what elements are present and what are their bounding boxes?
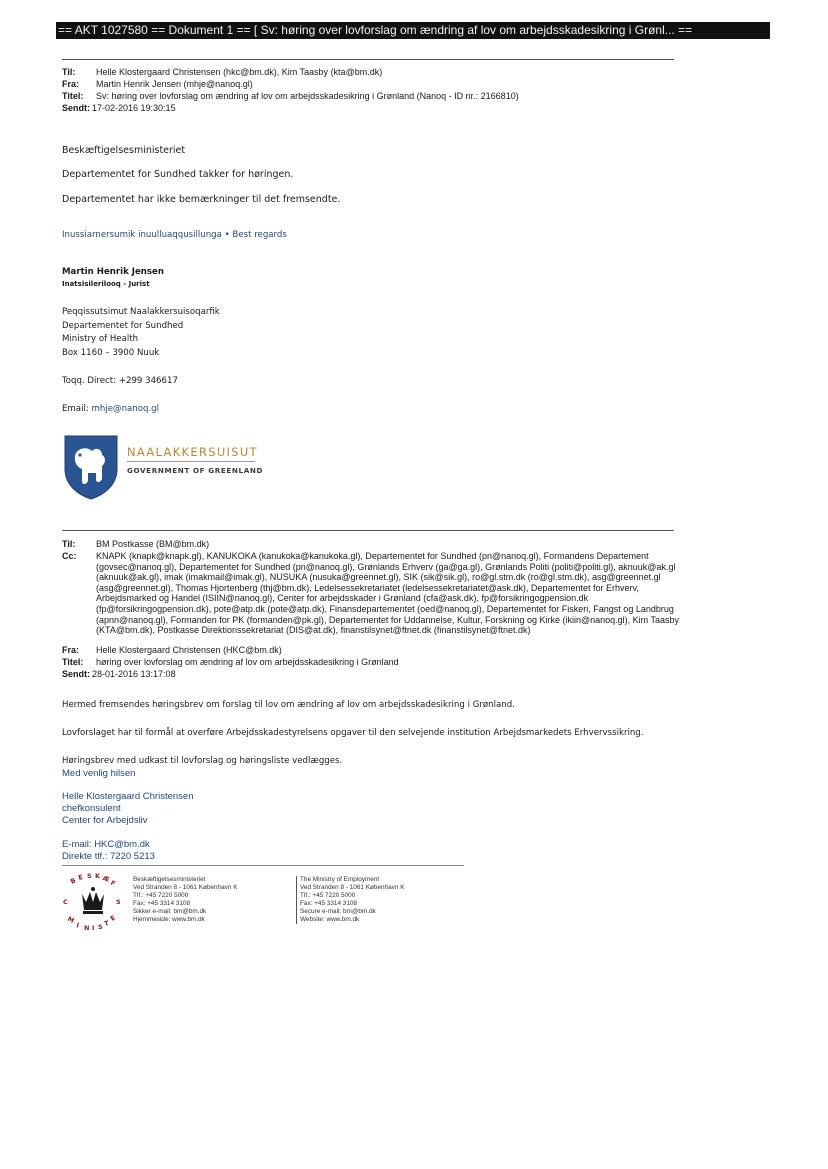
- svg-text:I: I: [75, 921, 80, 930]
- sent-value: 28-01-2016 13:17:08: [92, 669, 176, 679]
- svg-text:C: C: [63, 898, 68, 906]
- cc-line: KNAPK (knapk@knapk.gl), KANUKOKA (kanukoka@kanukoka.gl), Departementet for Sundhed (pn@nanoq.gl), Formandens Departement: [96, 551, 649, 561]
- svg-text:B: B: [69, 876, 78, 886]
- logo-title: NAALAKKERSUISUT: [127, 445, 258, 459]
- body-paragraph: Hermed fremsendes høringsbrev om forslag til lov om ændring af lov om arbejdsskadesikring i Grønland.: [62, 700, 515, 710]
- cc-label: Cc:: [62, 551, 77, 561]
- email1-to-row: [62, 67, 382, 78]
- footer-line: Ved Stranden 8 - 1061 København K: [133, 884, 238, 891]
- svg-text:N: N: [84, 924, 90, 932]
- title-label: Titel:: [62, 91, 84, 101]
- svg-text:Æ: Æ: [101, 874, 111, 884]
- email1-sent-row: [62, 103, 176, 114]
- footer-line: Website: www.bm.dk: [300, 916, 360, 923]
- svg-text:S: S: [87, 872, 92, 880]
- ministry-seal-logo: [58, 872, 128, 939]
- no-remarks-line: Departementet har ikke bemærkninger til det fremsendte.: [62, 194, 341, 205]
- logo-subtitle: GOVERNMENT OF GREENLAND: [127, 466, 264, 475]
- divider: [62, 865, 464, 866]
- svg-text:S: S: [98, 923, 103, 931]
- signature-org1: Peqqissutsimut Naalakkersuisoqarfik: [62, 307, 220, 317]
- footer-line: The Ministry of Employment: [300, 876, 380, 883]
- svg-text:T: T: [103, 919, 110, 928]
- email-link[interactable]: mhje@nanoq.gl: [91, 404, 160, 414]
- footer-line: Fax: +45 3314 3108: [300, 900, 358, 907]
- sent-label: Sendt:: [62, 669, 90, 679]
- cc-line: (KTA@bm.dk), Postkasse Direktionssekretariat (DIS@at.dk), finanstilsynet@ftnet.dk (finanstilsynet@ftnet.dk): [96, 625, 531, 636]
- email2-to-row: [62, 539, 209, 550]
- signature-org2: Departementet for Sundhed: [62, 321, 184, 331]
- to-label: Til:: [62, 539, 76, 549]
- footer-line: Hjemmeside: www.bm.dk: [133, 916, 205, 923]
- email2-from-row: [62, 645, 282, 656]
- cc-line: (govsec@nanoq.gl), Departementet for Sundhed (pn@nanoq.gl), Grønlands Erhverv (ga@ga.gl), Grønlands Politi (politi@politi.gl), aknuuk@ak.gl: [96, 561, 676, 572]
- footer-line: Tlf.: +45 7220 5000: [300, 892, 356, 899]
- signature-phone: Toqq. Direct: +299 346617: [62, 376, 178, 386]
- footer-line: Fax: +45 3314 3108: [133, 900, 191, 907]
- footer-line: Sikker e-mail: bm@bm.dk: [133, 908, 207, 915]
- cc-line: Arbejdsmarked og Handel (ISIIN@nanoq.gl), Center for arbejdsskader i Grønland (cfa@ask.dk), fp@forsikringogpension.dk: [96, 593, 589, 604]
- from-value: Martin Henrik Jensen (mhje@nanoq.gl): [96, 79, 253, 89]
- email1-title-row: [62, 91, 519, 102]
- title-value: Sv: høring over lovforslag om ændring af lov om arbejdsskadesikring i Grønland (Nanoq - ID nr.: 2166810): [96, 91, 519, 101]
- title-label: Titel:: [62, 657, 84, 667]
- cc-line: (fp@forsikringogpension.dk), pote@atp.dk (pote@atp.dk), Finansdepartementet (oed@nanoq.gl), Departementet for Fiskeri, Fangst og Landbrug: [96, 603, 674, 614]
- signature-name: Helle Klostergaard Christensen: [62, 791, 194, 802]
- cc-line: (aknuuk@ak.gl), imak (imakmail@imak.gl), NUSUKA (nusuka@greennet.gl), SIK (sik@sik.gl), ro@gl.stm.dk (ro@gl.stm.dk), asg@greennet.gl: [96, 572, 661, 583]
- svg-text:M: M: [66, 914, 76, 925]
- regards-line: Inussiarnersumik inuulluaqqusillunga • Best regards: [62, 230, 287, 240]
- from-label: Fra:: [62, 79, 80, 89]
- cc-recipients: [96, 551, 756, 636]
- cc-line: (asg@greennet.gl), Thomas Hjortenberg (thj@bm.dk), Ledelsessekretariatet (ledelsessekretariatet@ask.dk), Departementet for Erhverv,: [96, 582, 639, 593]
- footer-english: [296, 876, 297, 924]
- signature-role: chefkonsulent: [62, 803, 121, 814]
- email2-sent-row: [62, 669, 176, 680]
- to-label: Til:: [62, 67, 76, 77]
- footer-line: Tlf.: +45 7220 5000: [133, 892, 189, 899]
- svg-text:E: E: [77, 873, 84, 882]
- email1-from-row: [62, 79, 253, 90]
- signature-org3: Ministry of Health: [62, 334, 139, 344]
- email-label: Email:: [62, 404, 92, 414]
- divider: [62, 59, 674, 60]
- divider: [62, 530, 674, 531]
- signature-unit: Center for Arbejdsliv: [62, 815, 148, 826]
- footer-line: Secure e-mail: bm@bm.dk: [300, 908, 376, 915]
- email2-title-row: [62, 657, 399, 668]
- to-value: Helle Klostergaard Christensen (hkc@bm.dk), Kim Taasby (kta@bm.dk): [96, 67, 383, 77]
- svg-text:S: S: [116, 898, 121, 906]
- svg-text:I: I: [92, 924, 95, 932]
- signature-email[interactable]: E-mail: HKC@bm.dk: [62, 839, 150, 850]
- sent-label: Sendt:: [62, 103, 90, 113]
- greenland-shield-logo: [62, 433, 120, 506]
- document-header-bar: == AKT 1027580 == Dokument 1 == [ Sv: høring over lovforslag om ændring af lov om arbejdsskadesikring i Grønl... ==: [56, 22, 770, 39]
- signature-phone: Direkte tlf.: 7220 5213: [62, 851, 155, 862]
- footer-line: Ved Stranden 8 - 1061 København K: [300, 884, 405, 891]
- thanks-line: Departementet for Sundhed takker for høringen.: [62, 169, 294, 180]
- cc-line: (apnn@nanoq.gl), Formanden for PK (formanden@pk.gl), Departementet for Uddannelse, Kultur, Forskning og Kirke (ikiin@nanoq.gl), Kim Taasby: [96, 614, 680, 625]
- greeting-line: Med venlig hilsen: [62, 768, 136, 779]
- signature-email-row: [62, 404, 159, 414]
- svg-text:K: K: [95, 872, 101, 880]
- footer-line: Beskæftigelsesministeriet: [133, 876, 206, 883]
- title-value: høring over lovforslag om ændring af lov om arbejdsskadesikring i Grønland: [96, 657, 399, 667]
- logo-underline: [127, 461, 255, 462]
- signature-address: Box 1160 – 3900 Nuuk: [62, 348, 160, 358]
- signature-name: Martin Henrik Jensen: [62, 267, 164, 277]
- ministry-line: Beskæftigelsesministeriet: [62, 145, 186, 156]
- body-paragraph: Lovforslaget har til formål at overføre Arbejdsskadestyrelsens opgaver til den selvejende institution Arbejdsmarkedets Erhvervssikring.: [62, 728, 644, 738]
- body-paragraph: Høringsbrev med udkast til lovforslag og høringsliste vedlægges.: [62, 756, 343, 766]
- svg-text:F: F: [109, 878, 117, 888]
- from-value: Helle Klostergaard Christensen (HKC@bm.dk): [96, 645, 282, 655]
- to-value: BM Postkasse (BM@bm.dk): [96, 539, 210, 549]
- from-label: Fra:: [62, 645, 80, 655]
- sent-value: 17-02-2016 19:30:15: [92, 103, 176, 113]
- svg-text:E: E: [109, 913, 117, 923]
- signature-role: Inatsisilerilooq - Jurist: [62, 280, 150, 288]
